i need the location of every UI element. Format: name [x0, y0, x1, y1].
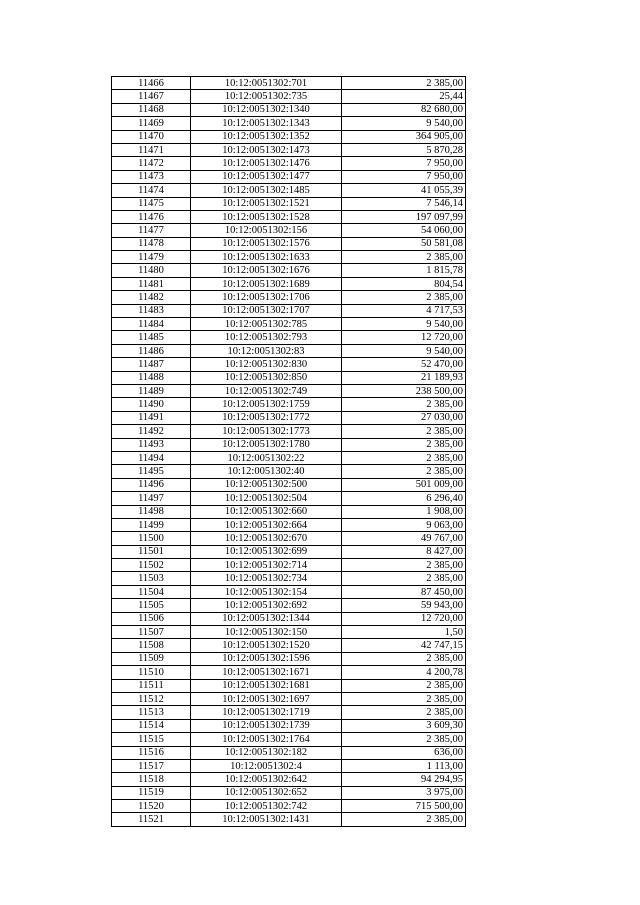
cadastral-value-cell: 2 385,00 [342, 251, 466, 264]
table-row [112, 652, 466, 665]
cadastral-value-cell: 2 385,00 [342, 465, 466, 478]
cadastral-number-cell: 10:12:0051302:1772 [191, 411, 342, 424]
table-row [112, 304, 466, 317]
table-row [112, 344, 466, 357]
cadastral-value-cell: 2 385,00 [342, 692, 466, 705]
row-number-cell: 11510 [112, 666, 191, 679]
row-number-cell: 11488 [112, 371, 191, 384]
cadastral-value-cell: 636,00 [342, 746, 466, 759]
cadastral-number-cell: 10:12:0051302:1528 [191, 210, 342, 223]
row-number-cell: 11495 [112, 465, 191, 478]
cadastral-value-cell: 49 767,00 [342, 532, 466, 545]
table-body [112, 77, 466, 827]
cadastral-number-cell: 10:12:0051302:1520 [191, 639, 342, 652]
cadastral-number-cell: 10:12:0051302:652 [191, 786, 342, 799]
row-number-cell: 11512 [112, 692, 191, 705]
cadastral-value-table [111, 76, 466, 827]
table-row [112, 277, 466, 290]
table-row [112, 786, 466, 799]
cadastral-value-cell: 9 540,00 [342, 318, 466, 331]
cadastral-value-cell: 12 720,00 [342, 331, 466, 344]
cadastral-value-cell: 2 385,00 [342, 398, 466, 411]
cadastral-number-cell: 10:12:0051302:642 [191, 773, 342, 786]
table-row [112, 331, 466, 344]
row-number-cell: 11518 [112, 773, 191, 786]
row-number-cell: 11473 [112, 170, 191, 183]
table-row [112, 451, 466, 464]
cadastral-value-cell: 3 975,00 [342, 786, 466, 799]
cadastral-number-cell: 10:12:0051302:40 [191, 465, 342, 478]
row-number-cell: 11492 [112, 425, 191, 438]
row-number-cell: 11494 [112, 451, 191, 464]
row-number-cell: 11504 [112, 585, 191, 598]
cadastral-value-cell: 197 097,99 [342, 210, 466, 223]
cadastral-value-cell: 41 055,39 [342, 184, 466, 197]
cadastral-number-cell: 10:12:0051302:83 [191, 344, 342, 357]
table-row [112, 251, 466, 264]
cadastral-value-cell: 54 060,00 [342, 224, 466, 237]
row-number-cell: 11509 [112, 652, 191, 665]
cadastral-number-cell: 10:12:0051302:664 [191, 518, 342, 531]
cadastral-number-cell: 10:12:0051302:1697 [191, 692, 342, 705]
table-row [112, 572, 466, 585]
cadastral-number-cell: 10:12:0051302:850 [191, 371, 342, 384]
cadastral-value-cell: 7 546,14 [342, 197, 466, 210]
table-row [112, 532, 466, 545]
table-row [112, 90, 466, 103]
cadastral-number-cell: 10:12:0051302:692 [191, 599, 342, 612]
cadastral-value-cell: 2 385,00 [342, 291, 466, 304]
cadastral-number-cell: 10:12:0051302:793 [191, 331, 342, 344]
row-number-cell: 11489 [112, 384, 191, 397]
table-row [112, 800, 466, 813]
row-number-cell: 11496 [112, 478, 191, 491]
cadastral-value-cell: 2 385,00 [342, 706, 466, 719]
cadastral-value-cell: 6 296,40 [342, 492, 466, 505]
table-row [112, 545, 466, 558]
cadastral-number-cell: 10:12:0051302:1759 [191, 398, 342, 411]
table-row [112, 773, 466, 786]
table-row [112, 518, 466, 531]
table-row [112, 559, 466, 572]
table-row [112, 813, 466, 826]
table-row [112, 237, 466, 250]
cadastral-value-cell: 8 427,00 [342, 545, 466, 558]
cadastral-value-cell: 2 385,00 [342, 425, 466, 438]
cadastral-value-cell: 94 294,95 [342, 773, 466, 786]
cadastral-value-cell: 5 870,28 [342, 143, 466, 156]
cadastral-value-cell: 1 113,00 [342, 759, 466, 772]
cadastral-number-cell: 10:12:0051302:1343 [191, 117, 342, 130]
row-number-cell: 11467 [112, 90, 191, 103]
cadastral-number-cell: 10:12:0051302:670 [191, 532, 342, 545]
cadastral-number-cell: 10:12:0051302:701 [191, 77, 342, 90]
row-number-cell: 11482 [112, 291, 191, 304]
row-number-cell: 11506 [112, 612, 191, 625]
row-number-cell: 11478 [112, 237, 191, 250]
cadastral-number-cell: 10:12:0051302:830 [191, 358, 342, 371]
table-row [112, 585, 466, 598]
cadastral-number-cell: 10:12:0051302:1521 [191, 197, 342, 210]
cadastral-value-cell: 1 815,78 [342, 264, 466, 277]
table-row [112, 612, 466, 625]
row-number-cell: 11500 [112, 532, 191, 545]
cadastral-value-cell: 9 540,00 [342, 117, 466, 130]
table-row [112, 291, 466, 304]
cadastral-value-cell: 87 450,00 [342, 585, 466, 598]
cadastral-number-cell: 10:12:0051302:1633 [191, 251, 342, 264]
cadastral-value-cell: 50 581,08 [342, 237, 466, 250]
cadastral-number-cell: 10:12:0051302:1681 [191, 679, 342, 692]
table-row [112, 264, 466, 277]
row-number-cell: 11486 [112, 344, 191, 357]
row-number-cell: 11505 [112, 599, 191, 612]
row-number-cell: 11470 [112, 130, 191, 143]
table-row [112, 505, 466, 518]
row-number-cell: 11477 [112, 224, 191, 237]
row-number-cell: 11491 [112, 411, 191, 424]
cadastral-value-cell: 9 063,00 [342, 518, 466, 531]
row-number-cell: 11499 [112, 518, 191, 531]
cadastral-value-cell: 2 385,00 [342, 572, 466, 585]
table-row [112, 492, 466, 505]
table-row [112, 184, 466, 197]
table-row [112, 599, 466, 612]
table-row [112, 411, 466, 424]
row-number-cell: 11503 [112, 572, 191, 585]
cadastral-value-cell: 1,50 [342, 626, 466, 639]
cadastral-value-cell: 4 717,53 [342, 304, 466, 317]
cadastral-number-cell: 10:12:0051302:1477 [191, 170, 342, 183]
table-row [112, 358, 466, 371]
table-row [112, 425, 466, 438]
table-row [112, 438, 466, 451]
cadastral-value-cell: 2 385,00 [342, 733, 466, 746]
table-row [112, 626, 466, 639]
table-row [112, 170, 466, 183]
row-number-cell: 11519 [112, 786, 191, 799]
table-row [112, 639, 466, 652]
cadastral-number-cell: 10:12:0051302:1485 [191, 184, 342, 197]
cadastral-value-cell: 25,44 [342, 90, 466, 103]
cadastral-number-cell: 10:12:0051302:1780 [191, 438, 342, 451]
cadastral-value-cell: 7 950,00 [342, 170, 466, 183]
cadastral-value-cell: 2 385,00 [342, 652, 466, 665]
row-number-cell: 11466 [112, 77, 191, 90]
cadastral-value-cell: 2 385,00 [342, 813, 466, 826]
cadastral-number-cell: 10:12:0051302:1596 [191, 652, 342, 665]
cadastral-number-cell: 10:12:0051302:182 [191, 746, 342, 759]
cadastral-number-cell: 10:12:0051302:1706 [191, 291, 342, 304]
cadastral-number-cell: 10:12:0051302:785 [191, 318, 342, 331]
cadastral-value-cell: 12 720,00 [342, 612, 466, 625]
table-row [112, 666, 466, 679]
cadastral-value-cell: 27 030,00 [342, 411, 466, 424]
row-number-cell: 11511 [112, 679, 191, 692]
cadastral-value-cell: 9 540,00 [342, 344, 466, 357]
cadastral-number-cell: 10:12:0051302:660 [191, 505, 342, 518]
table-row [112, 371, 466, 384]
row-number-cell: 11474 [112, 184, 191, 197]
row-number-cell: 11498 [112, 505, 191, 518]
cadastral-number-cell: 10:12:0051302:1473 [191, 143, 342, 156]
cadastral-number-cell: 10:12:0051302:1764 [191, 733, 342, 746]
table-row [112, 465, 466, 478]
row-number-cell: 11493 [112, 438, 191, 451]
row-number-cell: 11485 [112, 331, 191, 344]
cadastral-number-cell: 10:12:0051302:4 [191, 759, 342, 772]
cadastral-number-cell: 10:12:0051302:156 [191, 224, 342, 237]
table-row [112, 117, 466, 130]
cadastral-value-cell: 2 385,00 [342, 559, 466, 572]
table-row [112, 210, 466, 223]
cadastral-number-cell: 10:12:0051302:154 [191, 585, 342, 598]
cadastral-number-cell: 10:12:0051302:1689 [191, 277, 342, 290]
cadastral-value-cell: 59 943,00 [342, 599, 466, 612]
cadastral-value-cell: 2 385,00 [342, 451, 466, 464]
cadastral-value-cell: 2 385,00 [342, 77, 466, 90]
cadastral-number-cell: 10:12:0051302:1340 [191, 103, 342, 116]
cadastral-number-cell: 10:12:0051302:1773 [191, 425, 342, 438]
row-number-cell: 11502 [112, 559, 191, 572]
cadastral-value-cell: 715 500,00 [342, 800, 466, 813]
cadastral-value-cell: 501 009,00 [342, 478, 466, 491]
cadastral-number-cell: 10:12:0051302:699 [191, 545, 342, 558]
table-row [112, 733, 466, 746]
table-row [112, 224, 466, 237]
cadastral-value-cell: 42 747,15 [342, 639, 466, 652]
table-row [112, 679, 466, 692]
row-number-cell: 11497 [112, 492, 191, 505]
table-row [112, 384, 466, 397]
table-row [112, 398, 466, 411]
table-row [112, 197, 466, 210]
row-number-cell: 11472 [112, 157, 191, 170]
row-number-cell: 11490 [112, 398, 191, 411]
row-number-cell: 11475 [112, 197, 191, 210]
cadastral-number-cell: 10:12:0051302:1719 [191, 706, 342, 719]
cadastral-number-cell: 10:12:0051302:504 [191, 492, 342, 505]
cadastral-number-cell: 10:12:0051302:1707 [191, 304, 342, 317]
cadastral-number-cell: 10:12:0051302:1671 [191, 666, 342, 679]
cadastral-number-cell: 10:12:0051302:749 [191, 384, 342, 397]
table-row [112, 706, 466, 719]
table-row [112, 157, 466, 170]
cadastral-number-cell: 10:12:0051302:1676 [191, 264, 342, 277]
row-number-cell: 11514 [112, 719, 191, 732]
row-number-cell: 11515 [112, 733, 191, 746]
row-number-cell: 11483 [112, 304, 191, 317]
row-number-cell: 11516 [112, 746, 191, 759]
cadastral-number-cell: 10:12:0051302:714 [191, 559, 342, 572]
table-row [112, 130, 466, 143]
row-number-cell: 11507 [112, 626, 191, 639]
row-number-cell: 11479 [112, 251, 191, 264]
cadastral-number-cell: 10:12:0051302:1576 [191, 237, 342, 250]
table-row [112, 719, 466, 732]
cadastral-number-cell: 10:12:0051302:500 [191, 478, 342, 491]
cadastral-value-cell: 2 385,00 [342, 438, 466, 451]
row-number-cell: 11468 [112, 103, 191, 116]
row-number-cell: 11484 [112, 318, 191, 331]
cadastral-value-cell: 804,54 [342, 277, 466, 290]
cadastral-number-cell: 10:12:0051302:1431 [191, 813, 342, 826]
cadastral-number-cell: 10:12:0051302:22 [191, 451, 342, 464]
cadastral-value-cell: 364 905,00 [342, 130, 466, 143]
cadastral-value-cell: 1 908,00 [342, 505, 466, 518]
table-row [112, 103, 466, 116]
cadastral-value-cell: 2 385,00 [342, 679, 466, 692]
cadastral-value-cell: 238 500,00 [342, 384, 466, 397]
table-row [112, 143, 466, 156]
cadastral-number-cell: 10:12:0051302:1476 [191, 157, 342, 170]
cadastral-number-cell: 10:12:0051302:1352 [191, 130, 342, 143]
row-number-cell: 11476 [112, 210, 191, 223]
cadastral-value-cell: 4 200,78 [342, 666, 466, 679]
row-number-cell: 11520 [112, 800, 191, 813]
cadastral-value-cell: 7 950,00 [342, 157, 466, 170]
row-number-cell: 11471 [112, 143, 191, 156]
row-number-cell: 11513 [112, 706, 191, 719]
cadastral-number-cell: 10:12:0051302:150 [191, 626, 342, 639]
row-number-cell: 11508 [112, 639, 191, 652]
row-number-cell: 11469 [112, 117, 191, 130]
table-row [112, 77, 466, 90]
cadastral-value-cell: 3 609,30 [342, 719, 466, 732]
row-number-cell: 11481 [112, 277, 191, 290]
cadastral-number-cell: 10:12:0051302:735 [191, 90, 342, 103]
cadastral-number-cell: 10:12:0051302:734 [191, 572, 342, 585]
table-row [112, 318, 466, 331]
cadastral-number-cell: 10:12:0051302:742 [191, 800, 342, 813]
cadastral-value-cell: 21 189,93 [342, 371, 466, 384]
table-row [112, 478, 466, 491]
row-number-cell: 11501 [112, 545, 191, 558]
cadastral-number-cell: 10:12:0051302:1344 [191, 612, 342, 625]
table-row [112, 746, 466, 759]
row-number-cell: 11480 [112, 264, 191, 277]
row-number-cell: 11487 [112, 358, 191, 371]
cadastral-number-cell: 10:12:0051302:1739 [191, 719, 342, 732]
row-number-cell: 11517 [112, 759, 191, 772]
cadastral-value-cell: 82 680,00 [342, 103, 466, 116]
table-row [112, 759, 466, 772]
table-row [112, 692, 466, 705]
cadastral-value-cell: 52 470,00 [342, 358, 466, 371]
row-number-cell: 11521 [112, 813, 191, 826]
